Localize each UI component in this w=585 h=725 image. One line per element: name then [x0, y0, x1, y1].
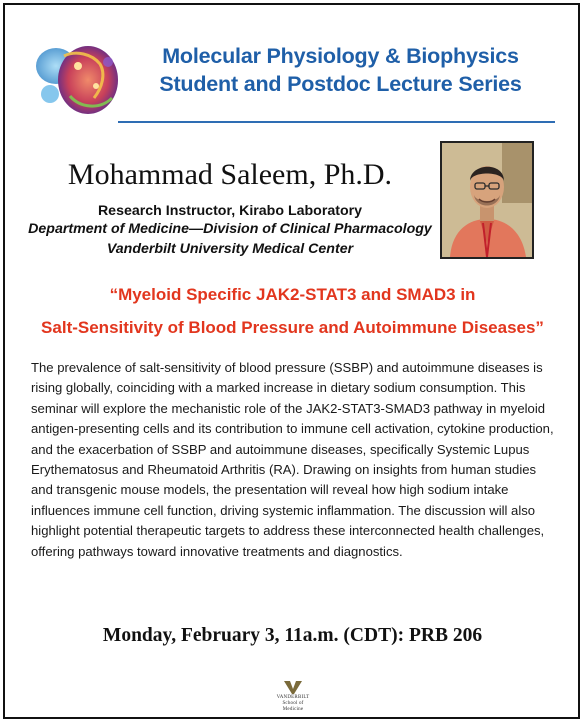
- vanderbilt-logo-line-2: School of Medicine: [282, 701, 304, 712]
- event-datetime-location: Monday, February 3, 11a.m. (CDT): PRB 206: [102, 625, 483, 646]
- speaker-name: Mohammad Saleem, Ph.D.: [67, 158, 393, 191]
- header-line-1: Molecular Physiology & Biophysics: [162, 44, 519, 68]
- abstract-text: The prevalence of salt-sensitivity of blood pressure (SSBP) and autoimmune diseases is rising globally, coinciding with a marked increase in dietary sodium consumption. This seminar will explore the mechanistic role of the JAK2-STAT3-SMAD3 pathway in myeloid antigen-presenting cells and its contribution to immune cell activation, cytokine production, and the exacerbation of SSBP and autoimmune diseases, specifically Systemic Lupus Erythematosus and Rheumatoid Arthritis (RA). Drawing on insights from human studies and transgenic mouse models, the presentation will reveal how high sodium intake influences immune cell function, driving systemic inflammation. The discussion will also highlight potential therapeutic targets to address these interconnected health challenges, offering pathways toward innovative treatments and diagnostics.: [31, 360, 554, 559]
- vanderbilt-logo-line-1: VANDERBILT: [276, 695, 310, 700]
- portrait-illustration: [442, 143, 532, 257]
- speaker-title: Research Instructor, Kirabo Laboratory: [97, 203, 363, 219]
- header-line-2: Student and Postdoc Lecture Series: [159, 72, 522, 96]
- series-header: [128, 42, 553, 98]
- talk-title-line-2: Salt-Sensitivity of Blood Pressure and Autoimmune Diseases”: [41, 318, 544, 337]
- talk-title-line-1: “Myeloid Specific JAK2-STAT3 and SMAD3 in: [109, 285, 476, 304]
- vanderbilt-logo: [272, 680, 314, 716]
- speaker-department: Department of Medicine—Division of Clinical Pharmacology: [28, 221, 432, 237]
- header-divider: [118, 121, 555, 123]
- speaker-portrait: [440, 141, 534, 259]
- molecule-art-icon: [30, 36, 125, 124]
- vanderbilt-v-icon: [282, 680, 304, 695]
- speaker-institution: Vanderbilt University Medical Center: [106, 241, 354, 257]
